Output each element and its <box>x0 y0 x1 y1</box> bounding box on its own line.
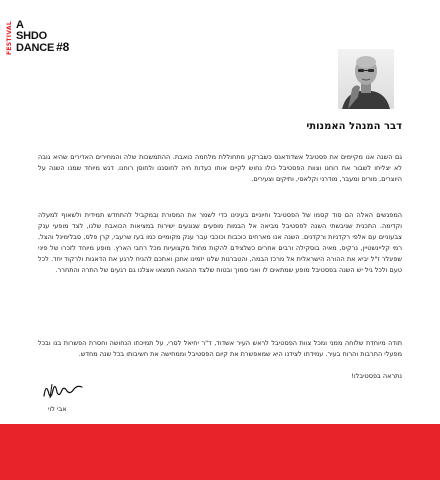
logo-line-1: A <box>16 19 24 31</box>
logo-edition-number: #8 <box>56 40 70 54</box>
footer-red-bar <box>0 424 440 480</box>
signature-name: אבי לוי <box>48 405 67 413</box>
letter-paragraph-2: המפגשים האלה הם סוד קסמו של הפסטיבל וחיוניים בעינינו כדי לשמר את המסורת ובמקביל להתחדש תמידית ולשאוף למעלה וקדימה. התכנית שגיבשתי השנה לפסטיבל מביאה אל הבמות מופעים שנוגעים ישירות במציאות הכואבת שלנו, לצד מופעי ענק צבעוניים עם אלפי רקדניות ורקדנים. השנה אנו מארחים כוכבות וכוכבי עבר ענק מקומיים כמו בעז שרעבי, קרן פלס, סבלימינל והצל, רמי קליינשטיין, נרקיס, מאיה בוסקילה ורבים אחרים כשלצידם להקות מחול מקצועיות מכל רחבי הארץ. מופע מיוחד לזכרו של פיני שפיגלר ז"ל יביא את ההורה הישראלית אל מרכז הבמה, והטברנות שלנו יזמינו אתכן ואתכם להניח לרגע את הדאגות ולרקוד יחד. לכל טעם ולכל גיל יש השנה בפסטיבל מופע שמתאים לו ואני סמוך ובטוח שלצד ההנאה תמצאו אצלנו גם רגעים של התרה והתחרר. <box>38 211 402 274</box>
handwritten-signature-icon <box>40 378 86 402</box>
logo-dance-word: DANCE <box>16 42 55 54</box>
logo-festival-label: FESTIVAL <box>6 21 13 55</box>
closing-line: נתראה בפסטיבלו! <box>351 372 402 380</box>
festival-logo <box>6 19 116 55</box>
letter-paragraph-1: גם השנה אנו מקיימים את פסטיבל אשדודאנס כשברקע מתחוללת מלחמה כואבת. ההתמשכות שלה והמחירים האדירים שהיא גובה לא יצליחו לשבור את רוחנו וצוות הפסטיבל כולו נחוש לקיים אותו כעדות חיה לחוסננו ולחוסן רוחנו. דגש מיוחד שמנו השנה על היוצרים, מורים ומעבר, מודרני וקלאסי, ותיקים וצעירים. <box>38 153 402 183</box>
page-title: דבר המנהל האמנותי <box>306 121 402 132</box>
logo-line-2: SHDO <box>16 30 47 42</box>
logo-line-3 <box>16 42 69 54</box>
director-portrait-photo <box>338 49 394 109</box>
letter-paragraph-3: תודה מיוחדת שלוחה ממני ומכל צוות הפסטיבל לראש העיר אשדוד, ד"ר יחיאל לסרי, על תמיכתו הנחושה וחסרת הפשרות בנו ובכל מפעלי התרבות והרוח בעיר. עמידתו לצידנו היא שמאפשרת את קיום הפסטיבל וממחישה את חשיבותו בכל שנה מחדש. <box>38 339 402 358</box>
